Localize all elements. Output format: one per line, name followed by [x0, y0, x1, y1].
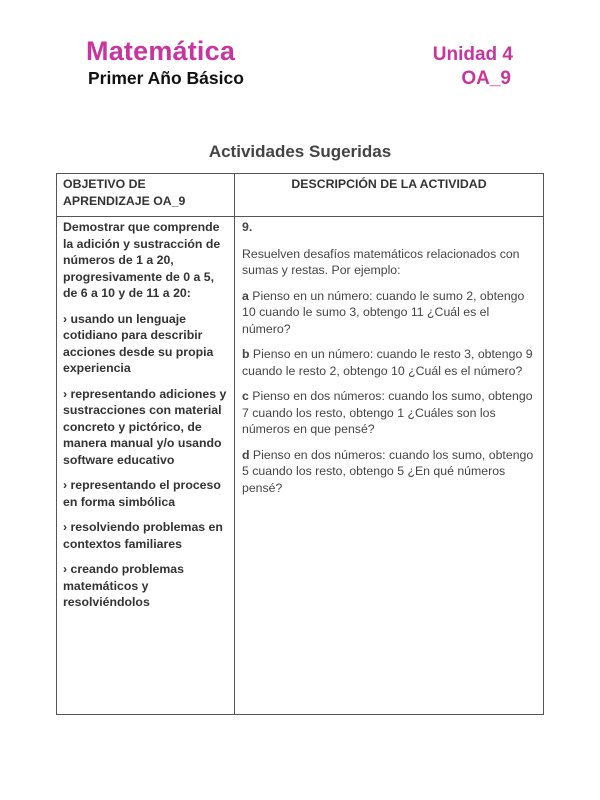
objective-bullet: › creando problemas matemáticos y resolviéndolos — [63, 562, 184, 609]
item-text: Pienso en un número: cuando le resto 3, obtengo 9 cuando le resto 2, obtengo 10 ¿Cuál es el número? — [242, 347, 533, 378]
unit-label: Unidad 4 — [432, 44, 513, 65]
item-text: Pienso en un número: cuando le sumo 2, obtengo 10 cuando le sumo 3, obtengo 11 ¿Cuál es el número? — [242, 288, 525, 336]
item-letter: c — [242, 389, 249, 403]
objective-intro: Demostrar que comprende la adición y sustracción de números de 1 a 20, progresivamente de 0 a 5, de 6 a 10 y de 11 a 20: — [63, 220, 221, 300]
objective-bullet: › representando el proceso en forma simbólica — [63, 478, 221, 509]
activity-item-d — [242, 447, 536, 497]
section-title: Actividades Sugeridas — [208, 142, 392, 161]
item-letter: a — [242, 288, 249, 303]
objective-bullet: › usando un lenguaje cotidiano para describir acciones desde su propia experiencia — [63, 311, 214, 375]
item-text: Pienso en dos números: cuando los sumo, obtengo 7 cuando los resto, obtengo 1 ¿Cuáles son los números en que pensé? — [242, 389, 533, 436]
activity-number: 9. — [242, 220, 253, 234]
item-letter: b — [242, 347, 250, 361]
subject-title: Matemática — [86, 36, 236, 66]
objective-bullet: › representando adiciones y sustracciones con material concreto y pictórico, de manera manual y/o usando software educativo — [63, 386, 227, 467]
table-row — [57, 217, 544, 715]
grade-subtitle: Primer Año Básico — [88, 68, 244, 88]
activity-cell — [235, 217, 544, 715]
activity-item-a — [242, 288, 536, 338]
activity-item-c — [242, 388, 536, 438]
table-header-row — [57, 174, 544, 217]
activities-table — [56, 173, 544, 715]
objective-bullet: › resolviendo problemas en contextos familiares — [63, 520, 223, 551]
activity-intro: Resuelven desafíos matemáticos relacionados con sumas y restas. Por ejemplo: — [242, 246, 520, 277]
objective-cell — [57, 217, 235, 715]
item-text: Pienso en dos números: cuando los sumo, obtengo 5 cuando los resto, obtengo 5 ¿En qué números pensé? — [242, 447, 534, 495]
item-letter: d — [242, 447, 250, 462]
header-description: DESCRIPCIÓN DE LA ACTIVIDAD — [235, 174, 544, 217]
header-objective: OBJETIVO DE APRENDIZAJE OA_9 — [57, 174, 235, 217]
oa-label: OA_9 — [461, 68, 511, 89]
activity-item-b — [242, 346, 536, 379]
